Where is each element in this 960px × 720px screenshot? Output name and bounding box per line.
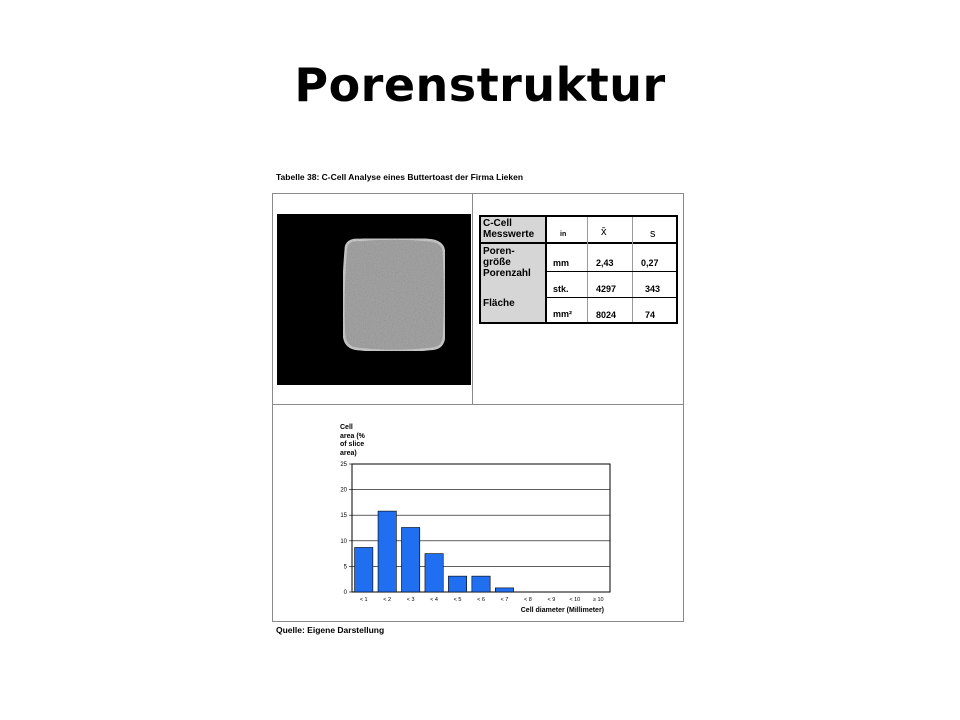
chart-xtick-label: < 7 xyxy=(500,597,509,603)
frame-divider-vertical xyxy=(472,193,473,404)
row-poren-mean: 2,43 xyxy=(596,258,614,268)
chart-ytick-label: 5 xyxy=(343,564,347,571)
table-col-sd: s xyxy=(650,228,656,240)
chart-bar xyxy=(472,576,490,592)
frame-divider-horizontal xyxy=(272,404,684,405)
row-porenzahl-sd: 343 xyxy=(645,284,661,294)
table-col-unit: in xyxy=(560,231,567,238)
row-porenzahl-label: Porenzahl xyxy=(483,268,531,279)
chart-ytick-label: 0 xyxy=(343,590,347,596)
source-note: Quelle: Eigene Darstellung xyxy=(276,625,385,635)
chart-ytick-label: 15 xyxy=(340,513,347,520)
chart-ylabel-line: of slice xyxy=(340,441,365,448)
chart-xtick-label: < 3 xyxy=(406,597,415,603)
chart-ytick-label: 25 xyxy=(340,462,347,468)
chart-ytick-label: 10 xyxy=(340,538,347,545)
chart-bar xyxy=(378,511,396,592)
chart-ylabel-line: area) xyxy=(340,449,357,457)
chart-xtick-label: < 10 xyxy=(569,597,581,603)
chart-bar xyxy=(355,547,373,592)
row-flaeche-mean: 8024 xyxy=(596,310,617,320)
chart-ylabel xyxy=(340,424,380,458)
slide-title: Porenstruktur xyxy=(294,58,666,112)
row-poren-label-2: größe xyxy=(483,257,511,268)
chart-xlabel: Cell diameter (Millimeter) xyxy=(520,607,604,614)
row-flaeche-sd: 74 xyxy=(645,310,656,320)
chart-xtick-label: < 8 xyxy=(524,597,532,603)
row-porenzahl-unit: stk. xyxy=(553,284,569,294)
chart-ylabel-line: Cell xyxy=(340,424,353,431)
row-porenzahl-mean: 4297 xyxy=(596,284,617,294)
chart-xtick-label: ≥ 10 xyxy=(592,597,604,603)
chart-xtick-label: < 6 xyxy=(477,597,485,603)
chart-bar xyxy=(495,588,513,592)
chart-ytick-label: 20 xyxy=(340,487,347,494)
toast-scan-image xyxy=(277,214,471,385)
row-poren-sd: 0,27 xyxy=(641,258,659,268)
chart-xtick-label: < 9 xyxy=(547,597,556,603)
table-header-label-2: Messwerte xyxy=(483,229,535,240)
cell-diameter-histogram xyxy=(330,455,630,617)
chart-xtick-label: < 4 xyxy=(430,597,438,603)
chart-bar xyxy=(401,527,419,592)
chart-xtick-label: < 1 xyxy=(359,597,368,603)
chart-ylabel-line: area (% xyxy=(340,432,365,440)
row-flaeche-unit: mm² xyxy=(553,309,573,319)
chart-bar xyxy=(425,554,443,592)
chart-bar xyxy=(448,576,466,592)
row-poren-unit: mm xyxy=(553,258,570,268)
table-header-label-1: C-Cell xyxy=(483,218,512,229)
row-flaeche-label: Fläche xyxy=(483,298,515,309)
toast-slice-shape xyxy=(340,237,448,353)
chart-xtick-label: < 5 xyxy=(453,597,462,603)
chart-xtick-label: < 2 xyxy=(383,597,392,603)
table-caption: Tabelle 38: C-Cell Analyse eines Buttertoast der Firma Lieken xyxy=(276,172,524,182)
table-col-mean: x̄ xyxy=(601,226,607,238)
row-poren-label-1: Poren- xyxy=(483,246,515,257)
